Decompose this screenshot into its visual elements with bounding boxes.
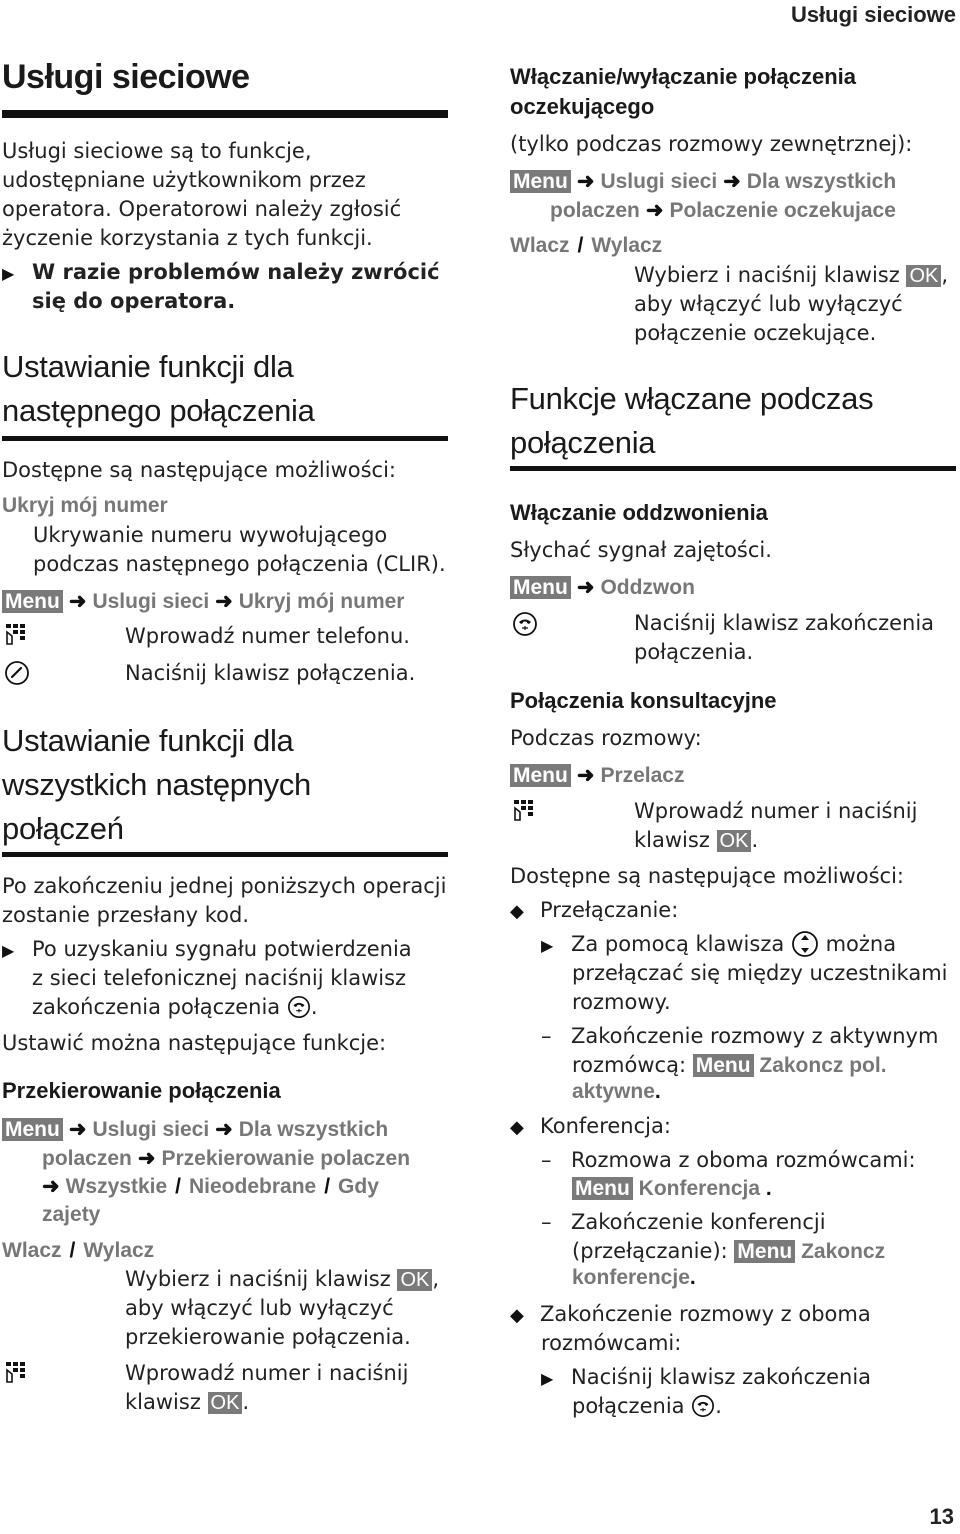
end-both-text: Zakończenie rozmowy z oboma — [540, 1302, 871, 1326]
s2-bullet — [2, 935, 412, 966]
fwd-step1-text: Wybierz i naciśnij klawisz — [125, 1267, 391, 1291]
diamond-bullet-icon: ◆ — [510, 1305, 524, 1326]
section-rule — [2, 436, 448, 441]
step-press-call: Naciśnij klawisz połączenia. — [125, 661, 416, 685]
intro-line-3: operatora. Operatorowi należy zgłosić — [2, 197, 402, 221]
ok-key[interactable]: OK — [397, 1269, 432, 1291]
consult-desc-text: klawisz — [634, 828, 710, 852]
end-call-key-icon — [691, 1394, 715, 1418]
menu-path-call-waiting-line1 — [510, 169, 896, 194]
separator: / — [69, 1239, 76, 1262]
arrow-icon: ➜ — [576, 764, 595, 787]
toggle-step-line2: przełączać się między uczestnikami — [572, 961, 948, 985]
menu-path-forwarding-line2 — [42, 1146, 410, 1171]
s2-bullet-3-row: zakończenia połączenia . — [32, 995, 318, 1019]
option-on[interactable]: Wlacz — [510, 234, 570, 257]
dash-bullet: – — [541, 1210, 552, 1234]
section-heading-during-call-1: Funkcje włączane podczas — [510, 381, 874, 416]
fwd-step2-text: klawisz — [125, 1390, 201, 1414]
conf-end-line2 — [572, 1237, 885, 1267]
menu-path-consult — [510, 763, 685, 788]
s2-intro-1: Po zakończeniu jednej poniższych operacji — [2, 874, 447, 898]
end-both-step-text: Naciśnij klawisz zakończenia — [571, 1365, 872, 1389]
page-title: Usługi sieciowe — [2, 58, 250, 96]
section-heading-all-calls-3: połączeń — [2, 811, 124, 846]
page-number: 13 — [929, 1504, 954, 1529]
option-off[interactable]: Wylacz — [83, 1239, 155, 1262]
menu-path-call-waiting-line2 — [550, 198, 896, 223]
toggle-step-text-2: można — [825, 932, 897, 956]
option-desc-1: Ukrywanie numeru wywołującego — [33, 523, 388, 547]
option-desc-2: podczas następnego połączenia (CLIR). — [33, 552, 446, 576]
menu-path-callback — [510, 575, 695, 600]
option-on[interactable]: Wlacz — [2, 1239, 62, 1262]
menu-key[interactable]: Menu — [510, 764, 571, 787]
path-unanswered[interactable]: Nieodebrane — [189, 1175, 317, 1198]
arrow-icon: ➜ — [68, 590, 87, 613]
path-callback[interactable]: Oddzwon — [600, 576, 695, 599]
callback-desc-2: połączenia. — [634, 640, 754, 664]
path-end-conference[interactable]: Zakoncz — [801, 1240, 886, 1263]
callback-intro: Słychać sygnał zajętości. — [510, 538, 772, 562]
consult-intro: Podczas rozmowy: — [510, 726, 702, 750]
toggle-step-line1 — [541, 930, 896, 961]
path-calls[interactable]: polaczen — [42, 1147, 132, 1170]
triangle-bullet-icon: ▶ — [541, 936, 554, 955]
section-heading-all-calls-1: Ustawianie funkcji dla — [2, 723, 294, 758]
section-heading-during-call-2: połączenia — [510, 425, 656, 460]
menu-path-forwarding-line3 — [42, 1174, 379, 1199]
step-enter-number: Wprowadź numer telefonu. — [125, 624, 410, 648]
on-off-options — [2, 1239, 154, 1263]
conference-label: Konferencja: — [540, 1114, 671, 1138]
title-rule — [2, 110, 448, 118]
control-key-icon — [791, 930, 819, 958]
ok-key[interactable]: OK — [717, 830, 752, 852]
s2-bullet-1: Po uzyskaniu sygnału potwierdzenia — [32, 937, 412, 961]
path-network-services[interactable]: Uslugi sieci — [600, 170, 718, 193]
conf-end-path — [734, 1240, 885, 1263]
fwd-step1-line3: przekierowanie połączenia. — [125, 1325, 411, 1349]
arrow-icon: ➜ — [576, 576, 595, 599]
note-line-2: się do operatora. — [32, 289, 236, 313]
path-when-busy[interactable]: Gdy — [338, 1175, 379, 1198]
keypad-icon — [4, 1360, 30, 1386]
running-header: Usługi sieciowe — [790, 2, 956, 27]
end-call-key-icon — [512, 611, 538, 637]
fwd-step1-line2: aby włączyć lub wyłączyć — [125, 1296, 394, 1320]
on-off-options — [510, 234, 662, 258]
ok-key[interactable]: OK — [906, 265, 941, 287]
end-both-step-text-2: połączenia — [572, 1394, 685, 1418]
consult-desc-1: Wprowadź numer i naciśnij — [634, 799, 918, 823]
conf-both-line — [541, 1146, 916, 1175]
section-heading-next-call-2: następnego połączenia — [2, 393, 315, 428]
cw-desc-line2: aby włączyć lub wyłączyć — [634, 292, 903, 316]
keypad-icon — [512, 798, 538, 824]
intro-line-1: Usługi sieciowe są to funkcje, — [2, 139, 312, 163]
arrow-icon: ➜ — [645, 199, 664, 222]
diamond-bullet-icon: ◆ — [510, 901, 524, 922]
s2-bullet-3: zakończenia połączenia — [32, 995, 281, 1019]
call-waiting-heading-1: Włączanie/wyłączanie połączenia — [510, 64, 857, 89]
menu-key[interactable]: Menu — [510, 576, 571, 599]
menu-key[interactable]: Menu — [734, 1240, 795, 1263]
conf-end-text: Zakończenie konferencji — [571, 1210, 826, 1234]
options-intro-right: Dostępne są następujące możliwości: — [510, 864, 905, 888]
conf-end-line1 — [541, 1208, 826, 1237]
ok-key[interactable]: OK — [208, 1392, 243, 1414]
conf-end-text-2: (przełączanie): — [572, 1239, 728, 1263]
path-call-forwarding[interactable]: Przekierowanie polaczen — [161, 1147, 411, 1170]
path-transfer[interactable]: Przelacz — [600, 764, 685, 787]
cw-desc-text: Wybierz i naciśnij klawisz — [634, 263, 900, 287]
cw-desc-line1: Wybierz i naciśnij klawisz OK , — [634, 263, 949, 287]
s2-bullet-2: z sieci telefonicznej naciśnij klawisz — [32, 966, 407, 990]
note-line-1: W razie problemów należy zwrócić — [32, 260, 440, 284]
path-end-active-2[interactable]: aktywne — [572, 1080, 655, 1103]
toggle-item — [510, 896, 678, 927]
arrow-icon: ➜ — [723, 170, 741, 193]
path-end-active[interactable]: Zakoncz pol. — [759, 1054, 887, 1077]
section-heading-next-call-1: Ustawianie funkcji dla — [2, 349, 294, 384]
triangle-bullet-icon: ▶ — [541, 1369, 554, 1388]
menu-path-hide-number — [2, 589, 404, 614]
conference-item — [510, 1112, 671, 1143]
path-calls[interactable]: polaczen — [550, 199, 640, 222]
menu-key[interactable]: Menu — [510, 170, 571, 193]
path-all-calls[interactable]: Dla wszystkich — [238, 1118, 389, 1141]
arrow-icon: ➜ — [68, 1118, 87, 1141]
consult-desc-2: klawisz OK . — [634, 828, 759, 852]
note-bullet — [2, 258, 440, 289]
toggle-step-line3: rozmowy. — [572, 990, 671, 1014]
toggle-end-line1 — [541, 1022, 938, 1051]
option-off[interactable]: Wylacz — [591, 234, 663, 257]
callback-heading: Włączanie oddzwonienia — [510, 500, 768, 525]
path-all[interactable]: Wszystkie — [65, 1175, 168, 1198]
section-rule — [510, 466, 956, 471]
triangle-bullet-icon: ▶ — [2, 941, 15, 960]
arrow-icon: ➜ — [576, 170, 595, 193]
arrow-icon: ➜ — [42, 1175, 60, 1198]
arrow-icon: ➜ — [137, 1147, 156, 1170]
toggle-label: Przełączanie: — [540, 898, 679, 922]
menu-key[interactable]: Menu — [693, 1054, 754, 1077]
path-busy[interactable]: zajety — [42, 1203, 101, 1226]
path-call-waiting[interactable]: Polaczenie oczekujace — [669, 199, 896, 222]
path-all-calls[interactable]: Dla wszystkich — [746, 170, 897, 193]
menu-path-forwarding-line1 — [2, 1117, 388, 1142]
consult-heading: Połączenia konsultacyjne — [510, 688, 777, 713]
triangle-bullet-icon: ▶ — [2, 264, 15, 283]
toggle-end-text-2: rozmówcą: — [572, 1053, 687, 1077]
path-end-conference-2[interactable]: konferencje — [572, 1266, 690, 1289]
callback-desc-1: Naciśnij klawisz zakończenia — [634, 611, 935, 635]
call-waiting-intro: (tylko podczas rozmowy zewnętrznej): — [510, 132, 913, 156]
call-key-icon — [4, 660, 30, 686]
end-both-step-line2: połączenia . — [572, 1394, 722, 1418]
section-rule — [2, 852, 448, 857]
toggle-end-line2 — [572, 1051, 887, 1081]
conf-both-text: Rozmowa z oboma rozmówcami: — [571, 1148, 916, 1172]
menu-key[interactable]: Menu — [2, 1118, 63, 1141]
set-intro: Ustawić można następujące funkcje: — [2, 1031, 387, 1055]
fwd-step1-line1: Wybierz i naciśnij klawisz OK , — [125, 1267, 440, 1291]
dash-bullet: – — [541, 1148, 552, 1172]
fwd-step2-line1: Wprowadź numer i naciśnij — [125, 1361, 409, 1385]
path-end-conference-2-row: konferencje. — [572, 1266, 696, 1289]
menu-key[interactable]: Menu — [572, 1177, 633, 1200]
path-end-active-2-row: aktywne. — [572, 1080, 661, 1103]
sub-heading-forwarding: Przekierowanie połączenia — [2, 1078, 281, 1103]
toggle-end-text: Zakończenie rozmowy z aktywnym — [571, 1024, 939, 1048]
menu-key[interactable]: Menu — [2, 590, 63, 613]
call-waiting-heading-2: oczekującego — [510, 94, 655, 119]
diamond-bullet-icon: ◆ — [510, 1117, 524, 1138]
path-network-services[interactable]: Uslugi sieci — [92, 590, 210, 613]
separator: / — [324, 1175, 331, 1198]
arrow-icon: ➜ — [215, 1118, 233, 1141]
path-conference[interactable]: Konferencja — [638, 1177, 761, 1200]
dash-bullet: – — [541, 1024, 552, 1048]
end-both-step-line1 — [541, 1363, 871, 1394]
end-both-line2: rozmówcami: — [541, 1331, 682, 1355]
s2-intro-2: zostanie przesłany kod. — [2, 903, 250, 927]
options-intro: Dostępne są następujące możliwości: — [2, 458, 397, 482]
section-heading-all-calls-2: wszystkich następnych — [2, 767, 311, 802]
arrow-icon: ➜ — [215, 590, 233, 613]
keypad-icon — [4, 622, 30, 648]
toggle-step-text: Za pomocą klawisza — [571, 932, 785, 956]
separator: / — [175, 1175, 181, 1198]
separator: / — [577, 234, 584, 257]
fwd-step2-line2: klawisz OK . — [125, 1390, 250, 1414]
intro-line-4: życzenie korzystania z tych funkcji. — [2, 226, 373, 250]
end-call-key-icon — [287, 995, 311, 1019]
end-both-item — [510, 1300, 871, 1331]
intro-line-2: udostępniane użytkownikom przez — [2, 168, 366, 192]
cw-desc-line3: połączenie oczekujące. — [634, 321, 877, 345]
path-hide-number[interactable]: Ukryj mój numer — [238, 590, 405, 613]
conf-path-row: Menu Konferencja . — [572, 1177, 772, 1201]
path-network-services[interactable]: Uslugi sieci — [92, 1118, 210, 1141]
option-label-hide-number: Ukryj mój numer — [2, 494, 168, 517]
end-active-path — [693, 1054, 887, 1077]
